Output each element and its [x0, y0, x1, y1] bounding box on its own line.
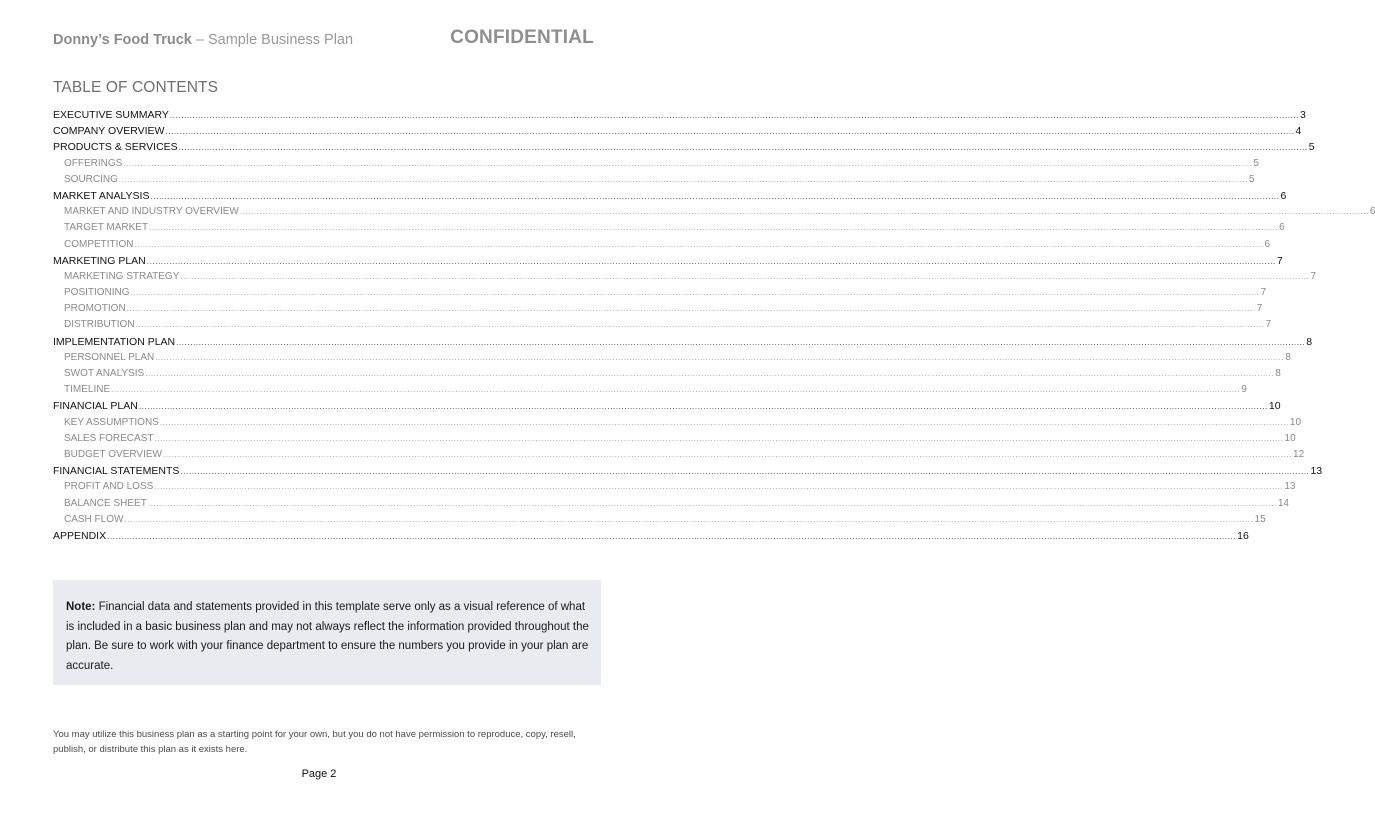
toc-entry[interactable] — [53, 463, 1323, 479]
toc-entry-page: 4 — [1295, 125, 1302, 138]
toc-entry-page: 5 — [1253, 157, 1259, 169]
toc-entry-title: SALES FORECAST — [64, 432, 154, 444]
toc-entry-page: 7 — [1276, 254, 1283, 267]
toc-dot-leader: ................................................................................................................................................................................................................................................................................................................................................................................................................ — [135, 320, 1265, 330]
confidential-label: CONFIDENTIAL — [450, 27, 594, 48]
toc-dot-leader: ................................................................................................................................................................................................................................................................................................................................................................................................................ — [162, 449, 1293, 459]
toc-dot-leader: ................................................................................................................................................................................................................................................................................................................................................................................................................ — [165, 127, 1295, 137]
toc-dot-leader: ................................................................................................................................................................................................................................................................................................................................................................................................................ — [145, 369, 1275, 378]
toc-entry-title: PROMOTION — [64, 303, 126, 315]
note-box — [53, 580, 601, 685]
toc-dot-leader: ................................................................................................................................................................................................................................................................................................................................................................................................................ — [154, 482, 1284, 492]
toc-entry-page: 6 — [1369, 206, 1375, 218]
toc-dot-leader: ................................................................................................................................................................................................................................................................................................................................................................................................................ — [155, 352, 1285, 362]
toc-entry-title: COMPETITION — [64, 238, 134, 250]
toc-dot-leader: ................................................................................................................................................................................................................................................................................................................................................................................................................ — [126, 304, 1256, 314]
toc-entry-title: DISTRIBUTION — [64, 319, 135, 331]
toc-entry-page: 15 — [1254, 513, 1266, 525]
toc-entry-page: 13 — [1310, 465, 1323, 478]
toc-entry-page: 12 — [1293, 448, 1305, 460]
toc-dot-leader: ................................................................................................................................................................................................................................................................................................................................................................................................................ — [123, 158, 1253, 168]
toc-dot-leader: ................................................................................................................................................................................................................................................................................................................................................................................................................ — [150, 191, 1280, 201]
table-of-contents — [53, 107, 1375, 544]
toc-subentry[interactable] — [53, 220, 1285, 236]
toc-entry[interactable] — [53, 334, 1313, 350]
toc-entry-page: 8 — [1285, 351, 1291, 363]
toc-entry-page: 6 — [1280, 189, 1287, 202]
toc-heading: TABLE OF CONTENTS — [53, 79, 219, 96]
toc-entry-title: MARKETING PLAN — [53, 254, 146, 267]
toc-entry-title: SOURCING — [64, 173, 118, 185]
toc-dot-leader: ................................................................................................................................................................................................................................................................................................................................................................................................................ — [159, 417, 1289, 427]
toc-entry[interactable] — [53, 139, 1315, 155]
toc-dot-leader: ................................................................................................................................................................................................................................................................................................................................................................................................................ — [169, 111, 1299, 120]
toc-subentry[interactable] — [53, 172, 1255, 188]
toc-entry-page: 10 — [1268, 400, 1281, 413]
toc-subentry[interactable] — [53, 366, 1281, 382]
toc-entry-title: PRODUCTS & SERVICES — [53, 141, 178, 154]
toc-entry[interactable] — [53, 188, 1287, 204]
toc-entry-page: 8 — [1306, 335, 1313, 348]
toc-entry-title: FINANCIAL STATEMENTS — [53, 465, 180, 478]
toc-entry-page: 10 — [1289, 416, 1302, 428]
toc-entry-title: BALANCE SHEET — [64, 497, 147, 509]
toc-entry-page: 7 — [1310, 270, 1317, 282]
toc-subentry[interactable] — [53, 156, 1259, 172]
toc-entry-page: 7 — [1256, 303, 1263, 315]
toc-entry-title: COMPANY OVERVIEW — [53, 125, 165, 138]
toc-subentry[interactable] — [53, 269, 1317, 285]
toc-entry-page: 6 — [1264, 238, 1271, 250]
toc-entry-title: MARKETING STRATEGY — [64, 270, 180, 282]
note-text — [66, 598, 591, 676]
toc-entry-title: CASH FLOW — [64, 513, 124, 525]
toc-dot-leader: ................................................................................................................................................................................................................................................................................................................................................................................................................ — [154, 433, 1284, 443]
toc-entry-page: 14 — [1277, 497, 1289, 509]
toc-entry-title: TIMELINE — [64, 384, 111, 396]
toc-dot-leader: ................................................................................................................................................................................................................................................................................................................................................................................................................ — [118, 174, 1248, 184]
toc-entry-title: PERSONNEL PLAN — [64, 351, 155, 363]
toc-dot-leader: ................................................................................................................................................................................................................................................................................................................................................................................................................ — [107, 531, 1237, 541]
toc-entry[interactable] — [53, 528, 1249, 544]
toc-subentry[interactable] — [53, 496, 1289, 512]
toc-entry-title: KEY ASSUMPTIONS — [64, 416, 159, 428]
toc-dot-leader: ................................................................................................................................................................................................................................................................................................................................................................................................................ — [147, 498, 1277, 508]
toc-subentry[interactable] — [53, 237, 1271, 253]
toc-dot-leader: ................................................................................................................................................................................................................................................................................................................................................................................................................ — [134, 239, 1264, 249]
toc-entry-title: IMPLEMENTATION PLAN — [53, 335, 176, 348]
toc-subentry[interactable] — [53, 415, 1302, 431]
toc-subentry[interactable] — [53, 317, 1272, 333]
toc-dot-leader: ................................................................................................................................................................................................................................................................................................................................................................................................................ — [130, 288, 1260, 298]
page-number: Page 2 — [301, 768, 337, 780]
toc-dot-leader: ................................................................................................................................................................................................................................................................................................................................................................................................................ — [146, 256, 1276, 266]
toc-entry-title: MARKET AND INDUSTRY OVERVIEW — [64, 206, 239, 218]
note-body: Financial data and statements provided in this template serve only as a visual reference of what is included in a basic business plan and may not always reflect the information provided throughout the plan. Be sure to work with your finance department to ensure the numbers you provide in your plan are accurate. — [66, 601, 589, 672]
company-name: Donny’s Food Truck — [53, 32, 192, 48]
toc-subentry[interactable] — [53, 382, 1247, 398]
toc-entry-title: PROFIT AND LOSS — [64, 481, 154, 493]
toc-entry-title: TARGET MARKET — [64, 222, 149, 234]
toc-dot-leader: ................................................................................................................................................................................................................................................................................................................................................................................................................ — [149, 223, 1279, 233]
toc-entry-title: FINANCIAL PLAN — [53, 400, 138, 413]
toc-subentry[interactable] — [53, 431, 1296, 447]
toc-entry-page: 7 — [1260, 287, 1267, 299]
toc-subentry[interactable] — [53, 204, 1375, 220]
toc-entry-page: 5 — [1248, 173, 1255, 185]
toc-dot-leader: ................................................................................................................................................................................................................................................................................................................................................................................................................ — [178, 143, 1308, 153]
toc-entry-page: 5 — [1308, 141, 1315, 154]
toc-dot-leader: ................................................................................................................................................................................................................................................................................................................................................................................................................ — [176, 337, 1306, 347]
toc-dot-leader: ................................................................................................................................................................................................................................................................................................................................................................................................................ — [180, 271, 1310, 281]
toc-entry-title: POSITIONING — [64, 287, 130, 299]
toc-dot-leader: ................................................................................................................................................................................................................................................................................................................................................................................................................ — [180, 467, 1310, 477]
toc-dot-leader: ................................................................................................................................................................................................................................................................................................................................................................................................................ — [239, 207, 1369, 217]
toc-entry[interactable] — [53, 253, 1283, 269]
toc-entry-title: OFFERINGS — [64, 157, 123, 169]
page-header — [53, 27, 594, 53]
toc-subentry[interactable] — [53, 285, 1267, 301]
toc-entry-title: SWOT ANALYSIS — [64, 368, 145, 379]
toc-entry-title: MARKET ANALYSIS — [53, 189, 150, 202]
toc-entry[interactable] — [53, 123, 1302, 139]
toc-entry-page: 9 — [1241, 384, 1247, 396]
toc-subentry[interactable] — [53, 512, 1266, 528]
disclaimer-text: You may utilize this business plan as a starting point for your own, but you do not have permission to reproduce, copy, resell, publish, or distribute this plan as it exists here. — [53, 729, 576, 755]
document-title — [53, 32, 353, 48]
toc-dot-leader: ................................................................................................................................................................................................................................................................................................................................................................................................................ — [124, 514, 1254, 524]
toc-subentry[interactable] — [53, 479, 1296, 495]
toc-entry[interactable] — [53, 107, 1306, 123]
document-subtitle: – Sample Business Plan — [191, 32, 354, 48]
note-label: Note: — [66, 601, 96, 613]
toc-entry-title: APPENDIX — [53, 529, 107, 542]
toc-entry-title: BUDGET OVERVIEW — [64, 448, 162, 460]
toc-entry-page: 6 — [1279, 222, 1285, 234]
toc-dot-leader: ................................................................................................................................................................................................................................................................................................................................................................................................................ — [111, 385, 1241, 395]
toc-subentry[interactable] — [53, 447, 1305, 463]
toc-entry-page: 16 — [1237, 529, 1249, 542]
toc-entry-page: 8 — [1275, 368, 1281, 379]
toc-entry-page: 10 — [1284, 432, 1296, 444]
toc-entry-page: 13 — [1284, 481, 1296, 493]
toc-dot-leader: ................................................................................................................................................................................................................................................................................................................................................................................................................ — [138, 402, 1268, 412]
toc-entry-title: EXECUTIVE SUMMARY — [53, 109, 169, 121]
toc-subentry[interactable] — [53, 350, 1291, 366]
toc-subentry[interactable] — [53, 301, 1263, 317]
toc-entry-page: 3 — [1299, 109, 1306, 121]
toc-entry[interactable] — [53, 398, 1281, 414]
toc-entry-page: 7 — [1265, 319, 1272, 331]
